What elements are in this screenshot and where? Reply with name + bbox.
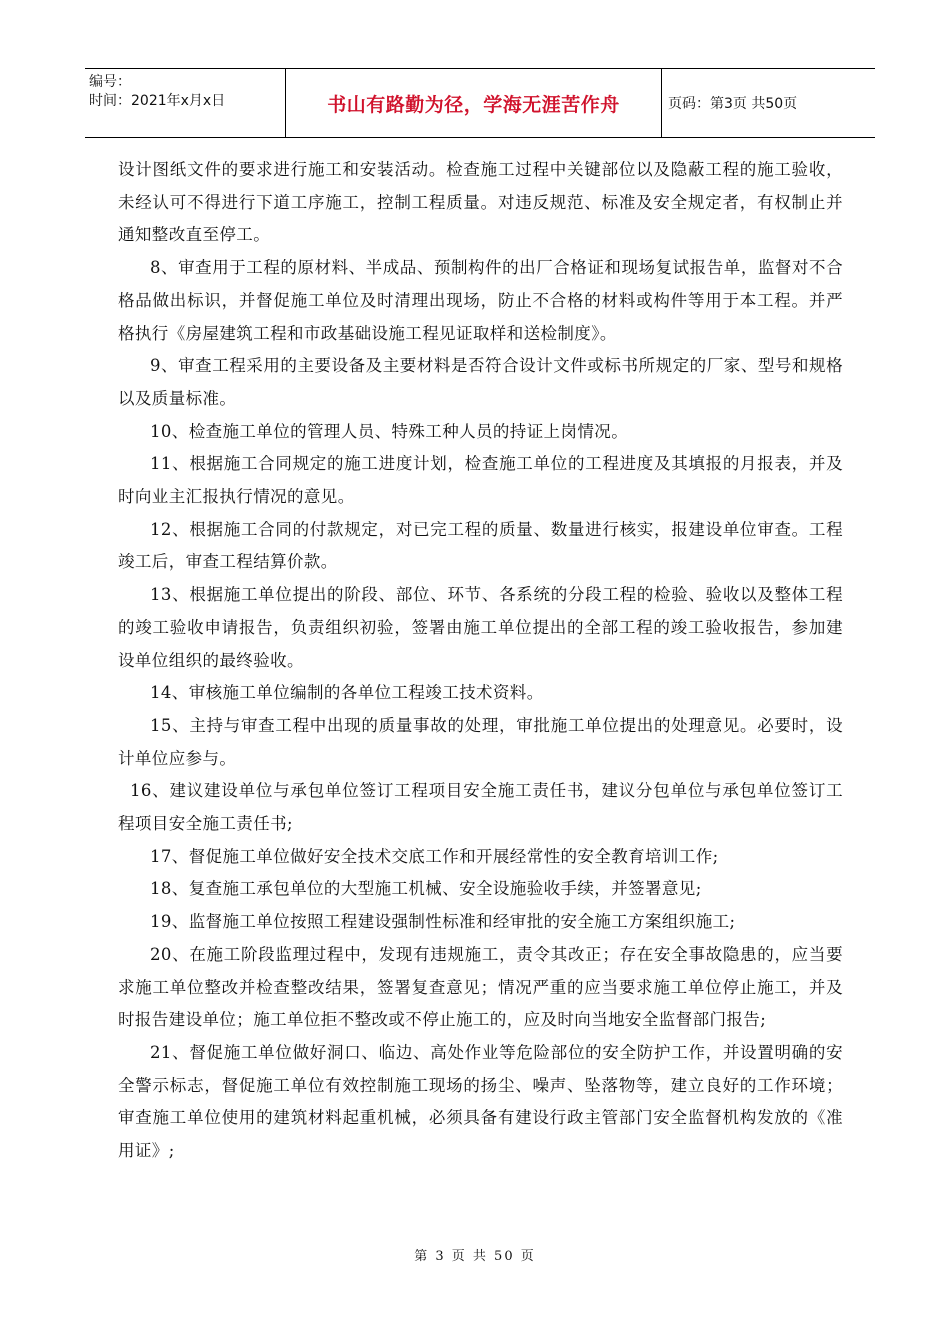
paragraph-continuation: 设计图纸文件的要求进行施工和安装活动。检查施工过程中关键部位以及隐蔽工程的施工验收，未经认可不得进行下道工序施工，控制工程质量。对违反规范、标准及安全规定者，有权制止并通知整改直至停工。 <box>118 160 843 245</box>
paragraph-item-20: 20、在施工阶段监理过程中，发现有违规施工，责令其改正；存在安全事故隐患的，应当要求施工单位整改并检查整改结果，签署复查意见；情况严重的应当要求施工单位停止施工，并及时报告建设单位；施工单位拒不整改或不停止施工的，应及时向当地安全监督部门报告; <box>118 944 843 1030</box>
paragraph-item-9: 9、审查工程采用的主要设备及主要材料是否符合设计文件或标书所规定的厂家、型号和规格以及质量标准。 <box>118 356 843 408</box>
header-page-code: 页码：第3页 共50页 <box>668 96 798 112</box>
page-footer: 第 3 页 共 50 页 <box>414 1249 536 1264</box>
document-body <box>118 154 843 1168</box>
document-number-label: 编号： <box>89 74 131 90</box>
document-header <box>85 68 875 138</box>
paragraph-item-21: 21、督促施工单位做好洞口、临边、高处作业等危险部位的安全防护工作，并设置明确的安全警示标志，督促施工单位有效控制施工现场的扬尘、噪声、坠落物等，建立良好的工作环境；审查施工单位使用的建筑材料起重机械，必须具备有建设行政主管部门安全监督机构发放的《准用证》; <box>118 1042 843 1161</box>
paragraph-item-18: 18、复查施工承包单位的大型施工机械、安全设施验收手续，并签署意见; <box>150 879 702 899</box>
paragraph-item-12: 12、根据施工合同的付款规定，对已完工程的质量、数量进行核实，报建设单位审查。工程竣工后，审查工程结算价款。 <box>118 519 843 572</box>
paragraph-item-8: 8、审查用于工程的原材料、半成品、预制构件的出厂合格证和现场复试报告单，监督对不合格品做出标识，并督促施工单位及时清理出现场，防止不合格的材料或构件等用于本工程。并严格执行《房屋建筑工程和市政基础设施工程见证取样和送检制度》。 <box>118 258 843 343</box>
document-time-label: 时间：2021年x月x日 <box>89 93 226 109</box>
paragraph-item-17: 17、督促施工单位做好安全技术交底工作和开展经常性的安全教育培训工作; <box>150 846 719 866</box>
paragraph-item-11: 11、根据施工合同规定的施工进度计划，检查施工单位的工程进度及其填报的月报表，并及时向业主汇报执行情况的意见。 <box>118 454 843 507</box>
paragraph-item-13: 13、根据施工单位提出的阶段、部位、环节、各系统的分段工程的检验、验收以及整体工程的竣工验收申请报告，负责组织初验，签署由施工单位提出的全部工程的竣工验收报告，参加建设单位组织的最终验收。 <box>118 585 843 670</box>
paragraph-item-15: 15、主持与审查工程中出现的质量事故的处理，审批施工单位提出的处理意见。必要时，设计单位应参与。 <box>118 715 843 768</box>
header-motto: 书山有路勤为径，学海无涯苦作舟 <box>285 69 662 137</box>
paragraph-item-19: 19、监督施工单位按照工程建设强制性标准和经审批的安全施工方案组织施工; <box>150 912 736 932</box>
header-meta <box>85 69 285 137</box>
paragraph-item-14: 14、审核施工单位编制的各单位工程竣工技术资料。 <box>150 683 544 703</box>
paragraph-item-16: 16、建议建设单位与承包单位签订工程项目安全施工责任书，建议分包单位与承包单位签订工程项目安全施工责任书; <box>118 781 843 834</box>
paragraph-item-10: 10、检查施工单位的管理人员、特殊工种人员的持证上岗情况。 <box>150 421 629 441</box>
